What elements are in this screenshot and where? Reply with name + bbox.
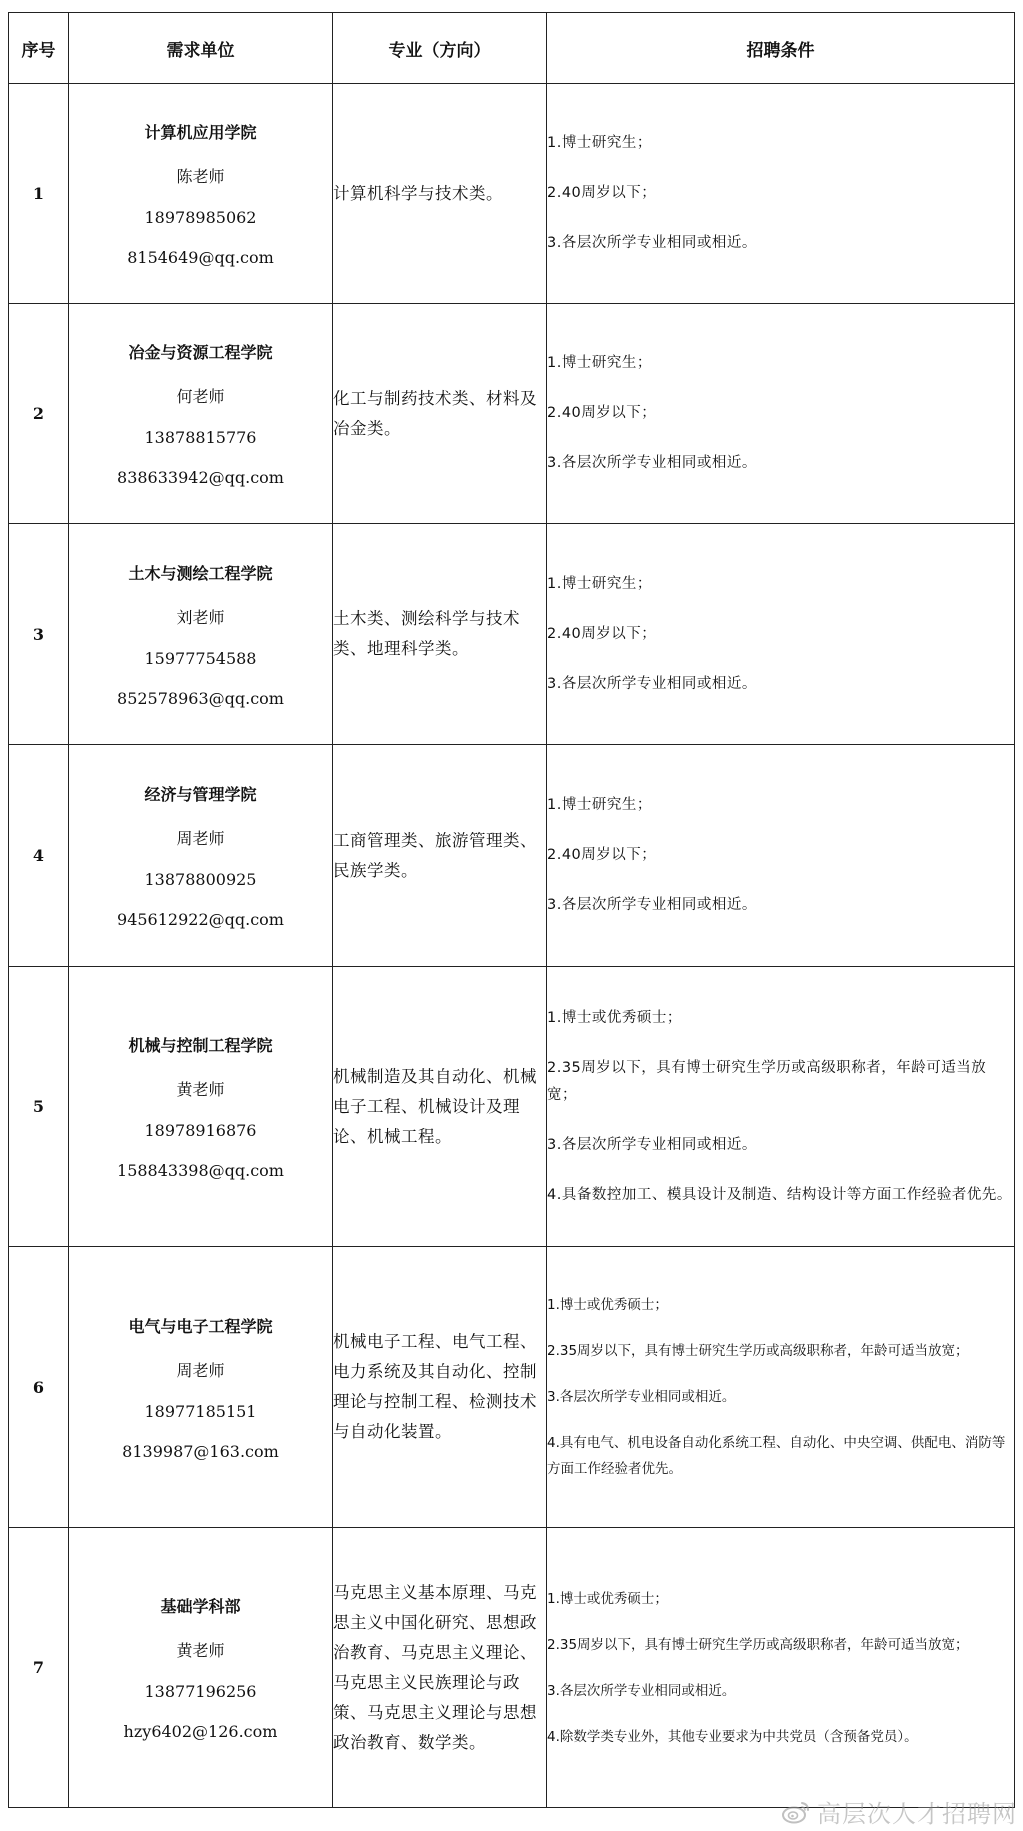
condition-item: 1.博士研究生；: [547, 575, 652, 592]
contact-phone: 15977754588: [144, 648, 257, 668]
row-seq: 7: [9, 1528, 69, 1808]
condition-item: 2.40周岁以下；: [547, 405, 657, 421]
unit-name: 基础学科部: [160, 1597, 241, 1616]
row-major: 工商管理类、旅游管理类、民族学类。: [333, 745, 547, 967]
table-row: [9, 967, 1015, 1247]
row-unit: [69, 1247, 333, 1528]
row-seq: 4: [9, 745, 69, 967]
contact-email: 945612922@qq.com: [117, 910, 284, 929]
contact-phone: 18978985062: [144, 208, 257, 227]
contact-email: 838633942@qq.com: [117, 468, 284, 487]
row-unit: [69, 304, 333, 524]
table-row: [9, 304, 1015, 524]
condition-item: 1.博士研究生；: [547, 797, 652, 813]
contact-email: 852578963@qq.com: [117, 688, 284, 708]
contact-name: 陈老师: [176, 167, 225, 186]
contact-name: 黄老师: [176, 1080, 225, 1099]
row-major: 机械制造及其自动化、机械电子工程、机械设计及理论、机械工程。: [333, 967, 547, 1247]
watermark: [781, 1794, 1017, 1829]
condition-item: 2.35周岁以下，具有博士研究生学历或高级职称者，年龄可适当放宽；: [547, 1636, 969, 1653]
unit-name: 机械与控制工程学院: [128, 1036, 273, 1055]
row-conditions: [547, 524, 1015, 745]
row-conditions: [547, 1247, 1015, 1528]
condition-item: 1.博士或优秀硕士；: [547, 1297, 668, 1313]
condition-item: 2.35周岁以下，具有博士研究生学历或高级职称者，年龄可适当放宽；: [547, 1343, 969, 1359]
header-seq: 序号: [9, 13, 69, 84]
header-major: 专业（方向）: [333, 13, 547, 84]
row-major: 马克思主义基本原理、马克思主义中国化研究、思想政治教育、马克思主义理论、马克思主义民族理论与政策、马克思主义理论与思想政治教育、数学类。: [333, 1528, 547, 1808]
row-unit: [69, 524, 333, 745]
row-unit: [69, 1528, 333, 1808]
contact-name: 黄老师: [176, 1641, 225, 1660]
row-seq: 3: [9, 524, 69, 745]
condition-item: 2.40周岁以下；: [547, 185, 657, 201]
contact-email: 8154649@qq.com: [127, 248, 274, 267]
recruitment-table: [8, 12, 1015, 1808]
contact-phone: 18977185151: [144, 1401, 257, 1421]
unit-name: 土木与测绘工程学院: [128, 563, 273, 583]
row-major: 计算机科学与技术类。: [333, 84, 547, 304]
row-conditions: [547, 967, 1015, 1247]
table-row: [9, 524, 1015, 745]
row-unit: [69, 745, 333, 967]
row-conditions: [547, 745, 1015, 967]
condition-item: 1.博士或优秀硕士；: [547, 1590, 668, 1607]
unit-name: 经济与管理学院: [144, 785, 257, 804]
contact-name: 何老师: [176, 387, 225, 406]
condition-item: 3.各层次所学专业相同或相近。: [547, 1389, 736, 1405]
condition-item: 4.具备数控加工、模具设计及制造、结构设计等方面工作经验者优先。: [547, 1186, 1012, 1203]
contact-email: hzy6402@126.com: [123, 1722, 278, 1741]
table-row: [9, 745, 1015, 967]
condition-item: 4.除数学类专业外，其他专业要求为中共党员（含预备党员）。: [547, 1728, 918, 1745]
condition-item: 1.博士研究生；: [547, 135, 652, 151]
weibo-logo-icon: [781, 1800, 811, 1824]
row-conditions: [547, 84, 1015, 304]
table-row: [9, 1528, 1015, 1808]
condition-item: 3.各层次所学专业相同或相近。: [547, 235, 757, 251]
row-seq: 1: [9, 84, 69, 304]
unit-name: 计算机应用学院: [144, 123, 257, 142]
condition-item: 3.各层次所学专业相同或相近。: [547, 897, 757, 913]
unit-name: 冶金与资源工程学院: [128, 343, 273, 362]
condition-item: 3.各层次所学专业相同或相近。: [547, 1682, 736, 1699]
contact-phone: 18978916876: [144, 1121, 257, 1140]
table-row: [9, 84, 1015, 304]
contact-name: 周老师: [176, 829, 225, 848]
row-major: 机械电子工程、电气工程、电力系统及其自动化、控制理论与控制工程、检测技术与自动化装置。: [333, 1247, 547, 1528]
contact-phone: 13878800925: [144, 870, 257, 889]
condition-item: 4.具有电气、机电设备自动化系统工程、自动化、中央空调、供配电、消防等方面工作经验者优先。: [547, 1435, 1006, 1477]
table-row: [9, 1247, 1015, 1528]
contact-phone: 13878815776: [144, 428, 257, 447]
table-header-row: [9, 13, 1015, 84]
contact-name: 刘老师: [176, 607, 225, 627]
row-seq: 2: [9, 304, 69, 524]
row-major: 土木类、测绘科学与技术类、地理科学类。: [333, 524, 547, 745]
contact-name: 周老师: [176, 1360, 225, 1380]
row-seq: 6: [9, 1247, 69, 1528]
unit-name: 电气与电子工程学院: [128, 1316, 273, 1336]
header-conditions: 招聘条件: [547, 13, 1015, 84]
row-major: 化工与制药技术类、材料及冶金类。: [333, 304, 547, 524]
condition-item: 3.各层次所学专业相同或相近。: [547, 1136, 757, 1153]
condition-item: 3.各层次所学专业相同或相近。: [547, 675, 757, 692]
header-unit: 需求单位: [69, 13, 333, 84]
contact-phone: 13877196256: [144, 1682, 257, 1701]
condition-item: 1.博士或优秀硕士；: [547, 1009, 682, 1026]
row-seq: 5: [9, 967, 69, 1247]
watermark-text: 高层次人才招聘网: [817, 1800, 1017, 1828]
row-unit: [69, 967, 333, 1247]
contact-email: 8139987@163.com: [122, 1441, 279, 1461]
condition-item: 2.40周岁以下；: [547, 847, 657, 863]
contact-email: 158843398@qq.com: [117, 1161, 284, 1180]
row-conditions: [547, 1528, 1015, 1808]
condition-item: 2.35周岁以下，具有博士研究生学历或高级职称者，年龄可适当放宽；: [547, 1059, 987, 1103]
condition-item: 3.各层次所学专业相同或相近。: [547, 455, 757, 471]
condition-item: 2.40周岁以下；: [547, 625, 657, 642]
row-unit: [69, 84, 333, 304]
row-conditions: [547, 304, 1015, 524]
condition-item: 1.博士研究生；: [547, 355, 652, 371]
